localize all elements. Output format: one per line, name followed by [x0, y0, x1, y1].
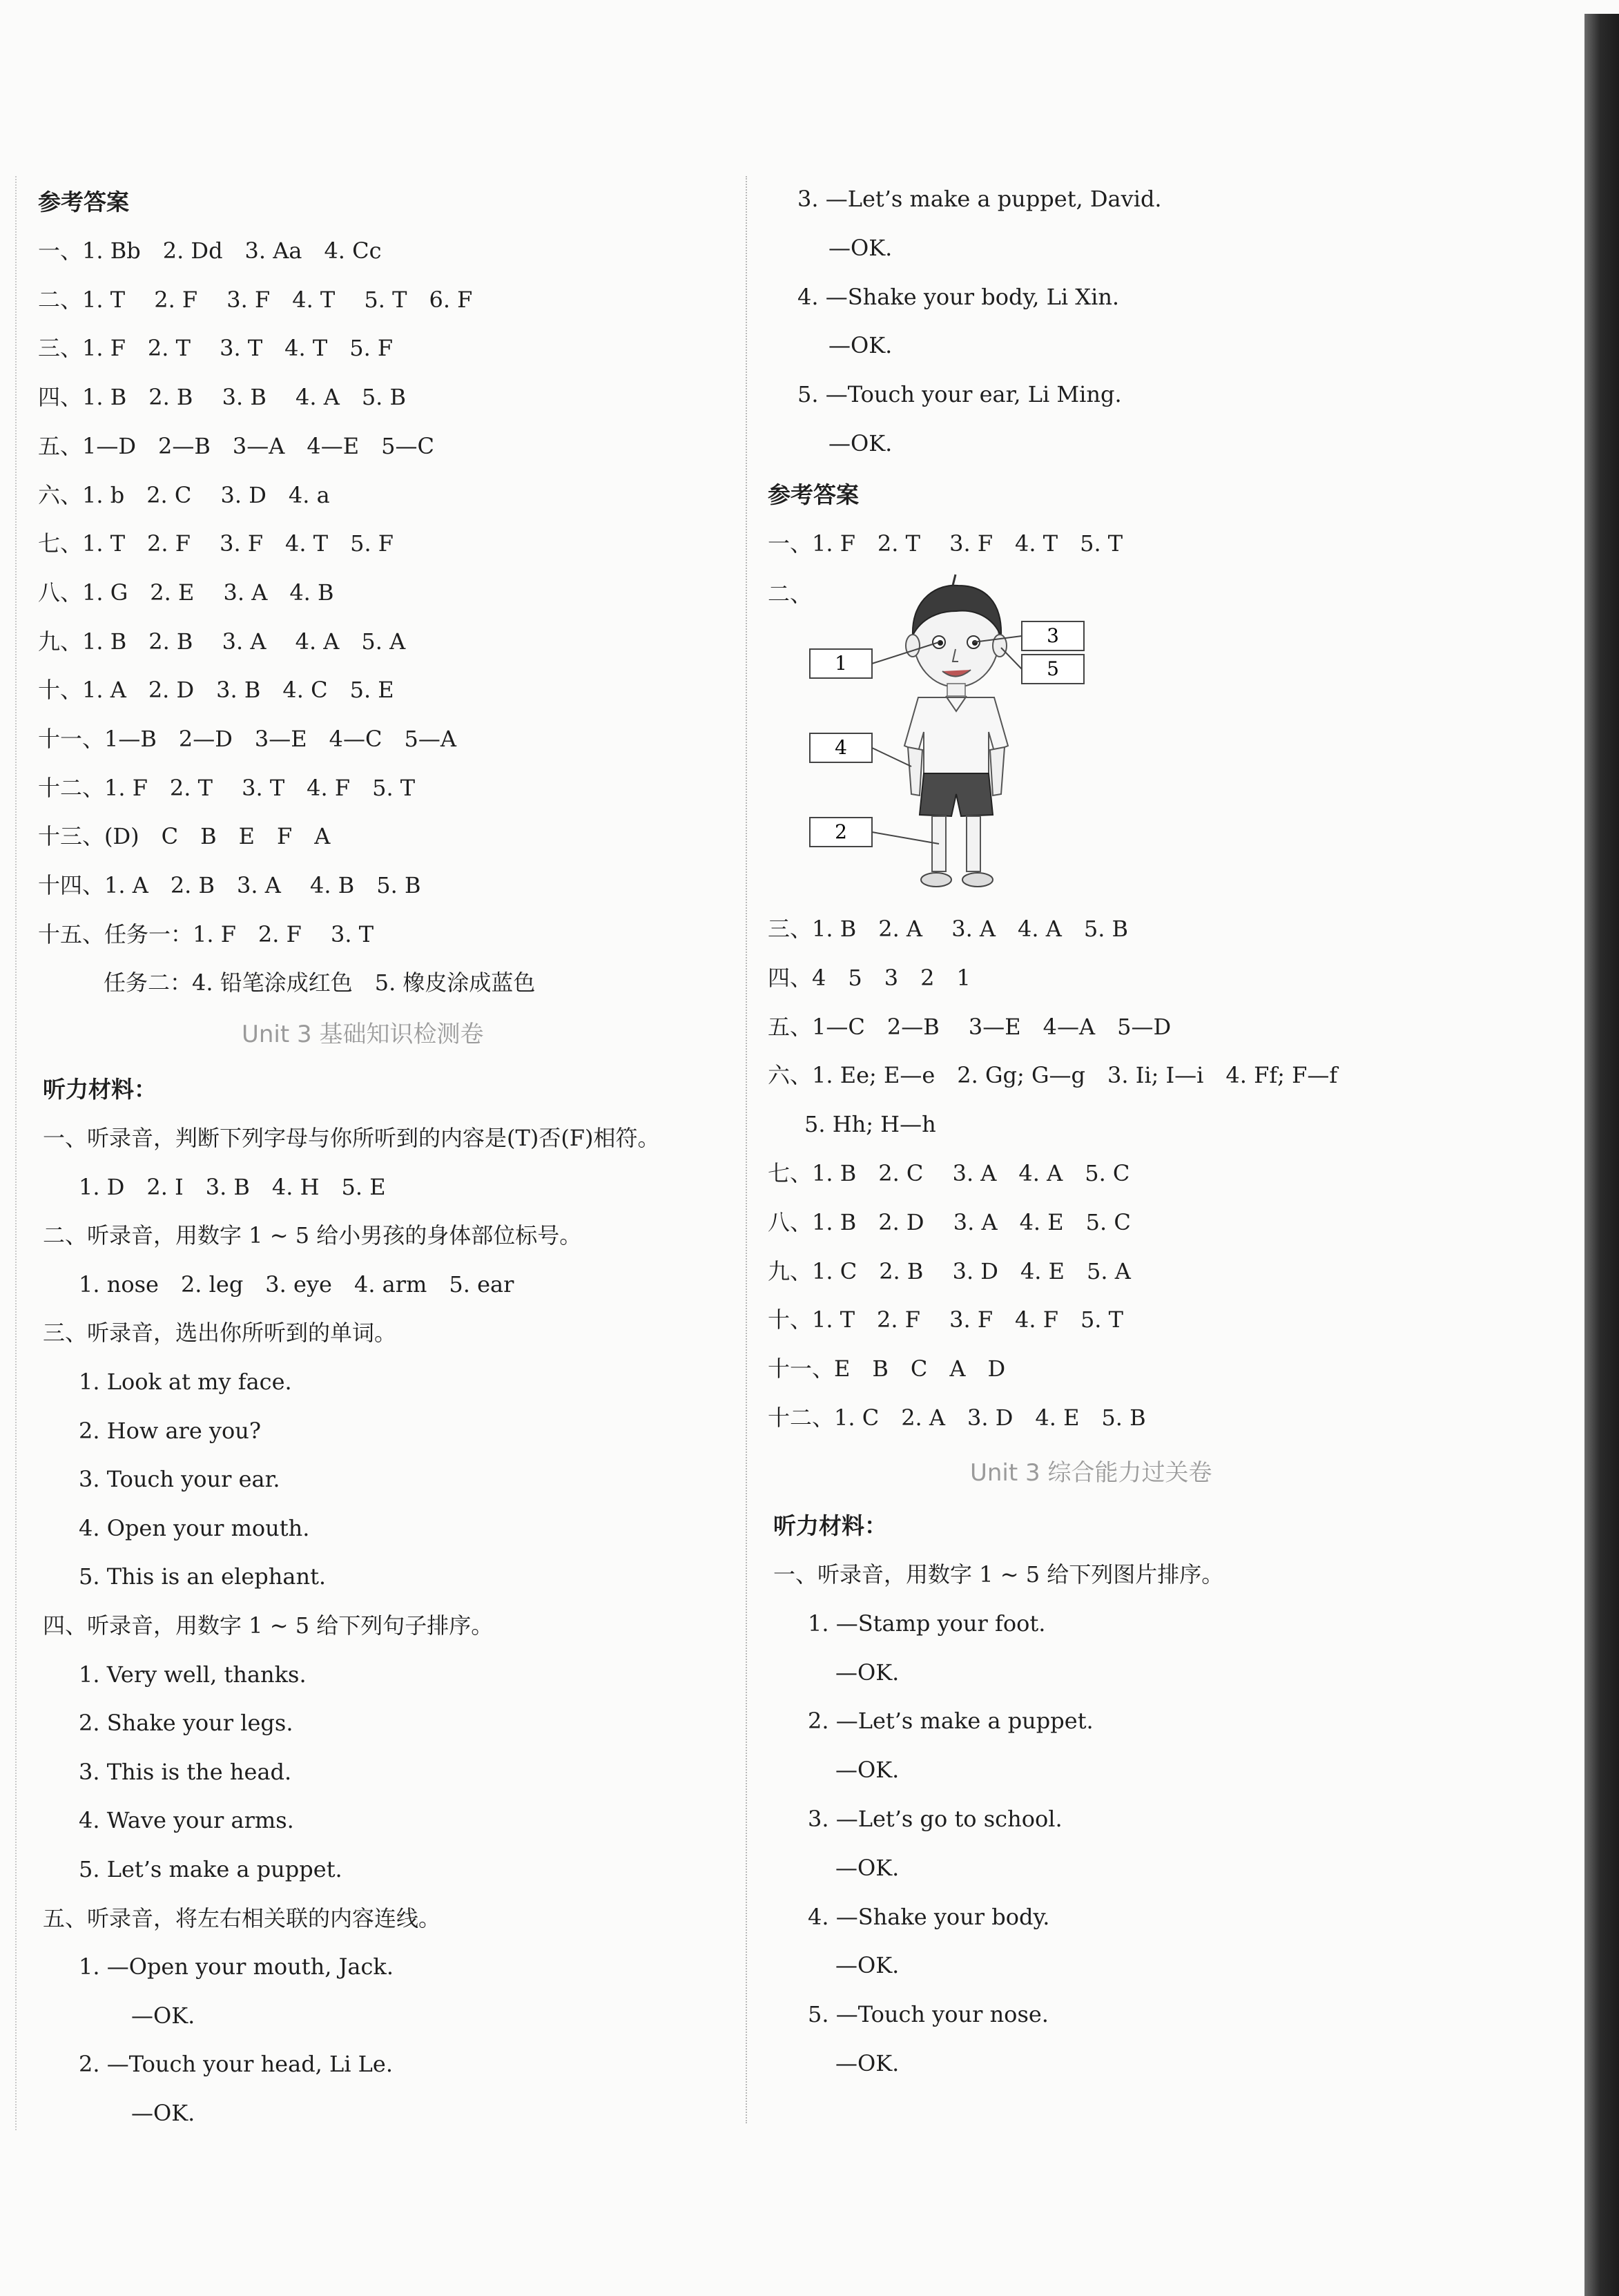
listening-line: 三、听录音，选出你所听到的单词。 [43, 1320, 397, 1347]
listening-line: —OK. [835, 1952, 900, 1979]
listening-line: —OK. [835, 1854, 900, 1881]
task-two-line: 任务二：4. 铅笔涂成红色 5. 橡皮涂成蓝色 [104, 969, 536, 996]
listening-line: 3. This is the head. [79, 1758, 292, 1785]
listening-line: 一、听录音，判断下列字母与你所听到的内容是(T)否(F)相符。 [43, 1125, 660, 1151]
left-margin-rule [15, 176, 17, 2130]
listening-line: 4. Open your mouth. [79, 1514, 310, 1541]
label-box-3 [1022, 621, 1084, 650]
answer-line: 五、1—D 2—B 3—A 4—E 5—C [38, 432, 434, 459]
answer-line: 十一、1—B 2—D 3—E 4—C 5—A [38, 726, 456, 752]
listening-line: 1. —Open your mouth, Jack. [79, 1953, 394, 1980]
listening-line: 1. D 2. I 3. B 4. H 5. E [79, 1173, 386, 1200]
figure-question-label: 二、 [768, 581, 813, 607]
answer-line: 八、1. G 2. E 3. A 4. B [38, 579, 334, 606]
listening-line: 1. nose 2. leg 3. eye 4. arm 5. ear [79, 1271, 514, 1297]
column-divider [746, 176, 747, 2123]
answer-line: 一、1. F 2. T 3. F 4. T 5. T [768, 530, 1123, 557]
answer-line: 六、1. Ee; E—e 2. Gg; G—g 3. Ii; I—i 4. Ff; F—f [768, 1062, 1338, 1089]
answer-line: 十五、任务一：1. F 2. F 3. T [38, 920, 374, 947]
listening-line: 1. Very well, thanks. [79, 1661, 307, 1688]
listening-line: 二、听录音，用数字 1 ~ 5 给小男孩的身体部位标号。 [43, 1222, 582, 1249]
listening-line: 4. —Shake your body, Li Xin. [797, 283, 1120, 310]
answer-line: 五、1—C 2—B 3—E 4—A 5—D [768, 1013, 1172, 1040]
answer-line: 三、1. F 2. T 3. T 4. T 5. F [38, 335, 394, 362]
svg-text:1: 1 [835, 652, 847, 675]
listening-line: 一、听录音，用数字 1 ~ 5 给下列图片排序。 [773, 1561, 1224, 1588]
listening-line: 四、听录音，用数字 1 ~ 5 给下列句子排序。 [43, 1612, 494, 1639]
listening-line: 5. —Touch your ear, Li Ming. [797, 381, 1122, 408]
listening-line: 4. —Shake your body. [808, 1903, 1050, 1930]
answers-heading: 参考答案 [38, 189, 129, 215]
boy-body-parts-figure [808, 573, 1105, 898]
answer-line: 八、1. B 2. D 3. A 4. E 5. C [768, 1208, 1131, 1235]
answer-line: 十二、1. C 2. A 3. D 4. E 5. B [768, 1405, 1146, 1431]
answer-line: 5. Hh; H—h [804, 1111, 936, 1138]
listening-line: —OK. [131, 2100, 195, 2126]
answers-heading-2: 参考答案 [768, 481, 859, 508]
listening-line: —OK. [835, 1757, 900, 1784]
listening-line: 5. This is an elephant. [79, 1563, 327, 1590]
answer-line: 四、4 5 3 2 1 [768, 964, 971, 991]
listening-line: 3. —Let’s make a puppet, David. [797, 186, 1162, 212]
label-box-4 [810, 733, 872, 762]
answer-line: 九、1. B 2. B 3. A 4. A 5. A [38, 628, 406, 655]
answer-line: 十四、1. A 2. B 3. A 4. B 5. B [38, 872, 421, 899]
listening-line: 五、听录音，将左右相关联的内容连线。 [43, 1904, 441, 1931]
answer-line: 二、1. T 2. F 3. F 4. T 5. T 6. F [38, 286, 473, 313]
listening-line: 1. Look at my face. [79, 1369, 292, 1395]
listening-line: —OK. [131, 2002, 195, 2029]
listening-line: 2. —Let’s make a puppet. [808, 1708, 1094, 1735]
svg-text:4: 4 [835, 736, 847, 759]
listening-line: —OK. [835, 2050, 900, 2076]
listening-line: 2. —Touch your head, Li Le. [79, 2051, 394, 2078]
listening-line: 3. Touch your ear. [79, 1466, 280, 1493]
label-box-2 [810, 818, 872, 847]
listening-heading: 听力材料： [43, 1076, 157, 1103]
answer-line: 十一、E B C A D [768, 1356, 1006, 1382]
listening-line: 4. Wave your arms. [79, 1807, 294, 1834]
label-box-5 [1022, 655, 1084, 684]
answer-line: 十三、(D) C B E F A [38, 823, 331, 850]
listening-line: 2. How are you? [79, 1417, 262, 1444]
answer-line: 九、1. C 2. B 3. D 4. E 5. A [768, 1257, 1131, 1284]
book-spine-shadow [1584, 14, 1619, 2296]
unit-title-comprehensive: Unit 3 综合能力过关卷 [970, 1459, 1212, 1487]
svg-text:5: 5 [1047, 657, 1059, 680]
listening-line: —OK. [828, 332, 893, 359]
answer-line: 六、1. b 2. C 3. D 4. a [38, 481, 330, 508]
answer-line: 四、1. B 2. B 3. B 4. A 5. B [38, 384, 407, 411]
answer-line: 七、1. B 2. C 3. A 4. A 5. C [768, 1160, 1130, 1186]
unit-title-basic: Unit 3 基础知识检测卷 [242, 1021, 484, 1048]
answer-line: 十、1. T 2. F 3. F 4. F 5. T [768, 1306, 1123, 1333]
listening-line: —OK. [828, 234, 893, 261]
answer-line: 七、1. T 2. F 3. F 4. T 5. F [38, 530, 394, 557]
answer-line: 三、1. B 2. A 3. A 4. A 5. B [768, 916, 1129, 942]
listening-line: 5. Let’s make a puppet. [79, 1856, 342, 1882]
listening-line: —OK. [828, 430, 893, 456]
svg-text:2: 2 [835, 820, 847, 843]
listening-heading-2: 听力材料： [773, 1512, 887, 1539]
answer-line: 一、1. Bb 2. Dd 3. Aa 4. Cc [38, 238, 382, 264]
listening-line: —OK. [835, 1659, 900, 1686]
label-box-1 [810, 649, 872, 678]
listening-line: 3. —Let’s go to school. [808, 1806, 1063, 1832]
listening-line: 5. —Touch your nose. [808, 2001, 1049, 2028]
listening-line: 1. —Stamp your foot. [808, 1610, 1046, 1637]
svg-text:3: 3 [1047, 624, 1059, 647]
answer-line: 十、1. A 2. D 3. B 4. C 5. E [38, 677, 394, 704]
answer-line: 十二、1. F 2. T 3. T 4. F 5. T [38, 774, 416, 801]
listening-line: 2. Shake your legs. [79, 1710, 293, 1737]
